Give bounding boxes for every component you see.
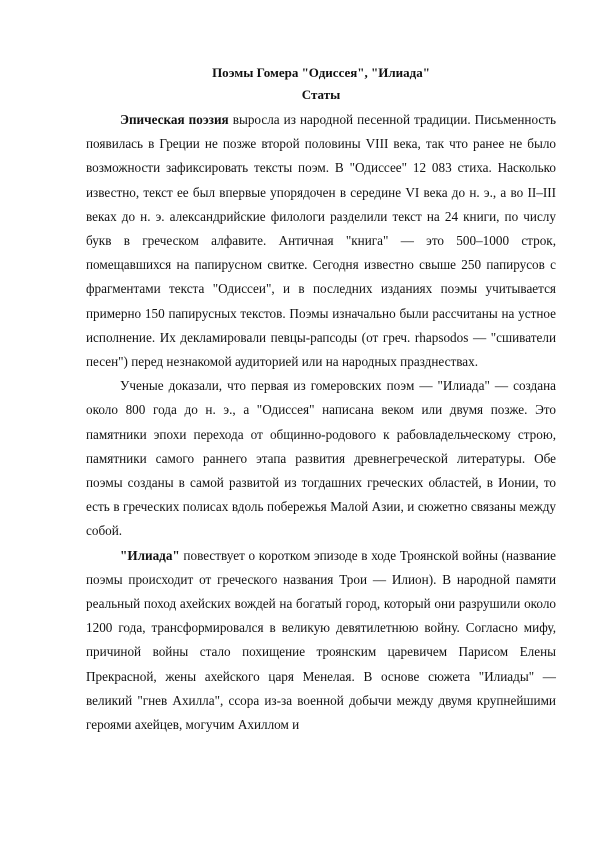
paragraph-text: повествует о коротком эпизоде в ходе Троянской войны (название поэмы происходит от греческого названия Трои — Илион). В народной памяти реальный поход ахейских вождей на богатый город, который они разрушили около 1200 года, трансформировался в великую девятилетнюю войну. Согласно мифу, причиной войны стало похищение троянским царевичем Парисом Елены Прекрасной, жены ахейского царя Менелая. В основе сюжета "Илиады" — великий "гнев Ахилла", ссора из-за военной добычи между двумя крупнейшими героями ахейцев, могучим Ахиллом и [86,547,556,733]
paragraph-lead: "Илиада" [120,547,180,563]
paragraph-iliad [86,544,556,738]
paragraph-epic-poetry [86,108,556,374]
paragraph-scholars [86,374,556,543]
paragraph-text: Ученые доказали, что первая из гомеровских поэм — "Илиада" — создана около 800 года до н. э., а "Одиссея" написана веком или двумя позже. Это памятники эпохи перехода от общинно-родового к рабовладельческому строю, памятники самого раннего этапа развития древнегреческой литературы. Обе поэмы созданы в самой развитой из тогдашних греческих областей, в Ионии, то есть в греческих полисах вдоль побережья Малой Азии, и сюжетно связаны между собой. [86,378,556,539]
paragraph-text: выросла из народной песенной традиции. Письменность появилась в Греции не позже второй половины VIII века, так что ранее не было возможности зафиксировать тексты поэм. В "Одиссее" 12 083 стиха. Насколько известно, текст ее был впервые упорядочен в середине VI века до н. э., а во II–III веках до н. э. александрийские филологи разделили текст на 24 книги, по числу букв в греческом алфавите. Античная "книга" — это 500–1000 строк, помещавшихся на папирусном свитке. Сегодня известно свыше 250 папирусов с фрагментами текста "Одиссеи", и в последних изданиях поэмы учитывается примерно 150 папирусных текстов. Поэмы изначально были рассчитаны на устное исполнение. Их декламировали певцы-рапсоды (от греч. rhapsodos — "сшиватели песен") перед незнакомой аудиторией или на народных празднествах. [86,112,556,370]
paragraph-lead: Эпическая поэзия [120,112,229,127]
document-page [86,62,556,737]
document-subtitle: Статы [301,87,341,102]
document-title: Поэмы Гомера "Одиссея", "Илиада" [212,65,430,80]
